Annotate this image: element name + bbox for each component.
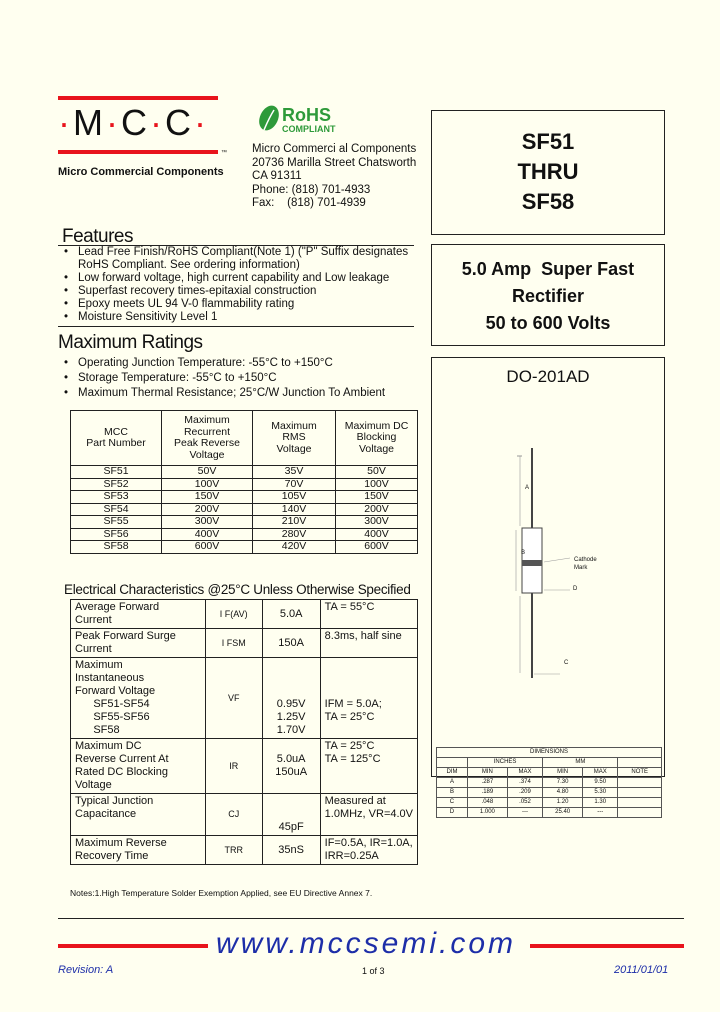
dimensions-table: [436, 747, 662, 818]
part-number-box: [431, 110, 665, 235]
desc-line-1: 5.0 Amp Super Fast: [461, 259, 635, 279]
website-url[interactable]: www.mccsemi.com: [216, 927, 517, 960]
mr-cell: 50V: [336, 466, 418, 479]
mr-cell: SF55: [71, 516, 162, 529]
dim-label-c: C: [564, 660, 569, 666]
mr-row: [71, 478, 418, 491]
features-title: Features: [62, 226, 133, 247]
mr-row: [71, 491, 418, 504]
part-line-3: SF58: [521, 189, 575, 214]
rohs-leaf-icon: [256, 104, 282, 139]
feature-item: • Low forward voltage, high current capability and Low leakage: [60, 272, 420, 285]
dims-cell: 25.40: [543, 808, 583, 818]
elec-cell-val: 35nS: [262, 836, 320, 865]
mr-cell: SF54: [71, 503, 162, 516]
feature-item: • Superfast recovery times-epitaxial construction: [60, 285, 420, 298]
footer-red-bar-right: [530, 944, 684, 948]
notes: Notes:1.High Temperature Solder Exemption Applied, see EU Directive Annex 7.: [70, 888, 373, 898]
package-name: DO-201AD: [506, 367, 590, 386]
feature-item: • Epoxy meets UL 94 V-0 flammability rating: [60, 298, 420, 311]
electrical-table: [70, 599, 418, 865]
dims-cell: A: [437, 778, 468, 788]
dims-row: [437, 808, 662, 818]
elec-cell-param: Average Forward Current: [71, 600, 206, 629]
address-block: [252, 143, 416, 211]
rating-item: • Operating Junction Temperature: -55°C to +150°C: [60, 357, 420, 370]
dims-cell: ---: [583, 808, 618, 818]
elec-cell-val: 150A: [262, 629, 320, 658]
dims-cell: .189: [467, 788, 507, 798]
dims-cell: D: [437, 808, 468, 818]
address-line: Phone: (818) 701-4933: [252, 183, 371, 196]
rohs-sub: COMPLIANT: [282, 124, 336, 134]
dims-cell: [618, 808, 662, 818]
mr-cell: 100V: [336, 478, 418, 491]
dims-col-header: MIN: [543, 768, 583, 778]
mr-cell: 150V: [336, 491, 418, 504]
dims-cell: 7.30: [543, 778, 583, 788]
part-line-2: THRU: [517, 159, 579, 184]
dims-empty-cell: [618, 758, 662, 768]
address-line: CA 91311: [252, 170, 302, 182]
mr-cell: 105V: [253, 491, 336, 504]
mr-row: [71, 528, 418, 541]
dims-cell: 1.000: [467, 808, 507, 818]
dims-cell: ---: [507, 808, 542, 818]
elec-cell-val: 5.0uA 150uA: [262, 739, 320, 794]
diode-outline-drawing: [432, 448, 664, 708]
dim-label-b: B: [521, 550, 526, 556]
mr-cell: SF56: [71, 528, 162, 541]
elec-cell-param: Maximum Instantaneous Forward Voltage SF51-SF54 SF55-SF56 SF58: [71, 658, 206, 739]
rating-item: • Maximum Thermal Resistance; 25°C/W Junction To Ambient: [60, 387, 420, 400]
elec-cell-param: Maximum DC Reverse Current At Rated DC Blocking Voltage: [71, 739, 206, 794]
mr-cell: SF58: [71, 541, 162, 554]
dims-row: [437, 778, 662, 788]
elec-cell-val: 0.95V 1.25V 1.70V: [262, 658, 320, 739]
dims-col-header: MAX: [507, 768, 542, 778]
mr-cell: 420V: [253, 541, 336, 554]
elec-cell-sym: I FSM: [205, 629, 262, 658]
dims-cell: B: [437, 788, 468, 798]
feature-item: • Moisture Sensitivity Level 1: [60, 311, 420, 324]
dims-cell: 4.80: [543, 788, 583, 798]
ratings-list: [60, 357, 420, 402]
dims-cell: .052: [507, 798, 542, 808]
rating-item: • Storage Temperature: -55°C to +150°C: [60, 372, 420, 385]
elec-cell-sym: TRR: [205, 836, 262, 865]
dims-col-header: NOTE: [618, 768, 662, 778]
dims-cell: C: [437, 798, 468, 808]
elec-cell-cond: IF=0.5A, IR=1.0A, IRR=0.25A: [320, 836, 417, 865]
elec-cell-sym: IR: [205, 739, 262, 794]
dims-cell: .287: [467, 778, 507, 788]
mr-cell: 300V: [162, 516, 253, 529]
dims-cell: 1.30: [583, 798, 618, 808]
logo-bottom-bar: [58, 150, 218, 154]
dims-cell: 9.50: [583, 778, 618, 788]
address-line: 20736 Marilla Street Chatsworth: [252, 156, 417, 169]
elec-row: [71, 600, 418, 629]
dims-cell: 5.30: [583, 788, 618, 798]
mr-cell: SF53: [71, 491, 162, 504]
ratings-title: Maximum Ratings: [58, 332, 203, 353]
dims-cell: [618, 798, 662, 808]
mr-cell: 300V: [336, 516, 418, 529]
dims-empty-cell: [437, 758, 468, 768]
desc-line-2: Rectifier: [511, 286, 585, 306]
elec-cell-val: 45pF: [262, 794, 320, 836]
feature-item: • Lead Free Finish/RoHS Compliant(Note 1) ("P" Suffix designates RoHS Compliant. See ordering information): [60, 246, 420, 272]
elec-cell-cond: TA = 25°C TA = 125°C: [320, 739, 417, 794]
cathode-mark-label: Cathode Mark: [574, 557, 597, 571]
elec-cell-param: Maximum Reverse Recovery Time: [71, 836, 206, 865]
mr-cell: 50V: [162, 466, 253, 479]
mr-header: MCC Part Number: [71, 411, 162, 466]
logo-top-bar: [58, 96, 218, 100]
mr-cell: 600V: [336, 541, 418, 554]
dims-group-mm: MM: [543, 758, 618, 768]
mr-row: [71, 516, 418, 529]
mr-cell: 150V: [162, 491, 253, 504]
package-box: [431, 357, 665, 815]
dim-label-d: D: [573, 586, 578, 592]
elec-cell-sym: VF: [205, 658, 262, 739]
revision: Revision: A: [58, 964, 114, 976]
mr-cell: 35V: [253, 466, 336, 479]
elec-row: [71, 629, 418, 658]
dims-row: [437, 788, 662, 798]
dims-row: [437, 798, 662, 808]
elec-cell-cond: TA = 55°C: [320, 600, 417, 629]
description-box: [431, 244, 665, 346]
rohs-title: RoHS: [282, 105, 331, 125]
features-list: [60, 246, 420, 324]
elec-cell-param: Peak Forward Surge Current: [71, 629, 206, 658]
mr-row: [71, 466, 418, 479]
dims-title: DIMENSIONS: [437, 748, 662, 758]
mr-cell: 200V: [336, 503, 418, 516]
mr-cell: SF51: [71, 466, 162, 479]
elec-title: Electrical Characteristics @25°C Unless Otherwise Specified: [64, 582, 411, 597]
elec-row: [71, 739, 418, 794]
date: 2011/01/01: [614, 964, 669, 976]
mr-cell: 210V: [253, 516, 336, 529]
elec-cell-sym: I F(AV): [205, 600, 262, 629]
dims-col-header: MAX: [583, 768, 618, 778]
elec-cell-cond: Measured at 1.0MHz, VR=4.0V: [320, 794, 417, 836]
company-name: Micro Commercial Components: [58, 166, 224, 178]
elec-cell-sym: CJ: [205, 794, 262, 836]
desc-line-3: 50 to 600 Volts: [485, 313, 611, 333]
mr-cell: 140V: [253, 503, 336, 516]
elec-row: [71, 836, 418, 865]
dims-group-inches: INCHES: [467, 758, 542, 768]
mr-cell: 280V: [253, 528, 336, 541]
mr-row: [71, 503, 418, 516]
mr-header: Maximum DC Blocking Voltage: [336, 411, 418, 466]
dims-col-header: DIM: [437, 768, 468, 778]
elec-cell-cond: IFM = 5.0A; TA = 25°C: [320, 658, 417, 739]
address-line: Fax: (818) 701-4939: [252, 197, 366, 209]
mcc-logo: ·M·C·C·: [58, 102, 209, 143]
mr-cell: SF52: [71, 478, 162, 491]
dims-cell: [618, 778, 662, 788]
dim-label-a: A: [525, 485, 530, 491]
footer-red-bar-left: [58, 944, 208, 948]
elec-cell-val: 5.0A: [262, 600, 320, 629]
dims-col-header: MIN: [467, 768, 507, 778]
dims-cell: [618, 788, 662, 798]
max-ratings-table: [70, 410, 418, 554]
page-number: 1 of 3: [362, 966, 385, 976]
elec-cell-cond: 8.3ms, half sine: [320, 629, 417, 658]
mr-row: [71, 541, 418, 554]
trademark-mark: ™: [221, 150, 227, 156]
elec-row: [71, 794, 418, 836]
address-line: Micro Commerci al Components: [252, 143, 417, 155]
mr-cell: 200V: [162, 503, 253, 516]
footer-rule: [58, 918, 684, 919]
ratings-rule: [58, 326, 414, 327]
mr-cell: 600V: [162, 541, 253, 554]
mr-cell: 70V: [253, 478, 336, 491]
dims-cell: 1.20: [543, 798, 583, 808]
mr-cell: 400V: [162, 528, 253, 541]
part-line-1: SF51: [521, 129, 575, 154]
dims-cell: .048: [467, 798, 507, 808]
mr-header: Maximum Recurrent Peak Reverse Voltage: [162, 411, 253, 466]
dims-cell: .209: [507, 788, 542, 798]
elec-cell-param: Typical Junction Capacitance: [71, 794, 206, 836]
mr-cell: 400V: [336, 528, 418, 541]
mr-cell: 100V: [162, 478, 253, 491]
elec-row: [71, 658, 418, 739]
dims-cell: .374: [507, 778, 542, 788]
mr-header: Maximum RMS Voltage: [253, 411, 336, 466]
